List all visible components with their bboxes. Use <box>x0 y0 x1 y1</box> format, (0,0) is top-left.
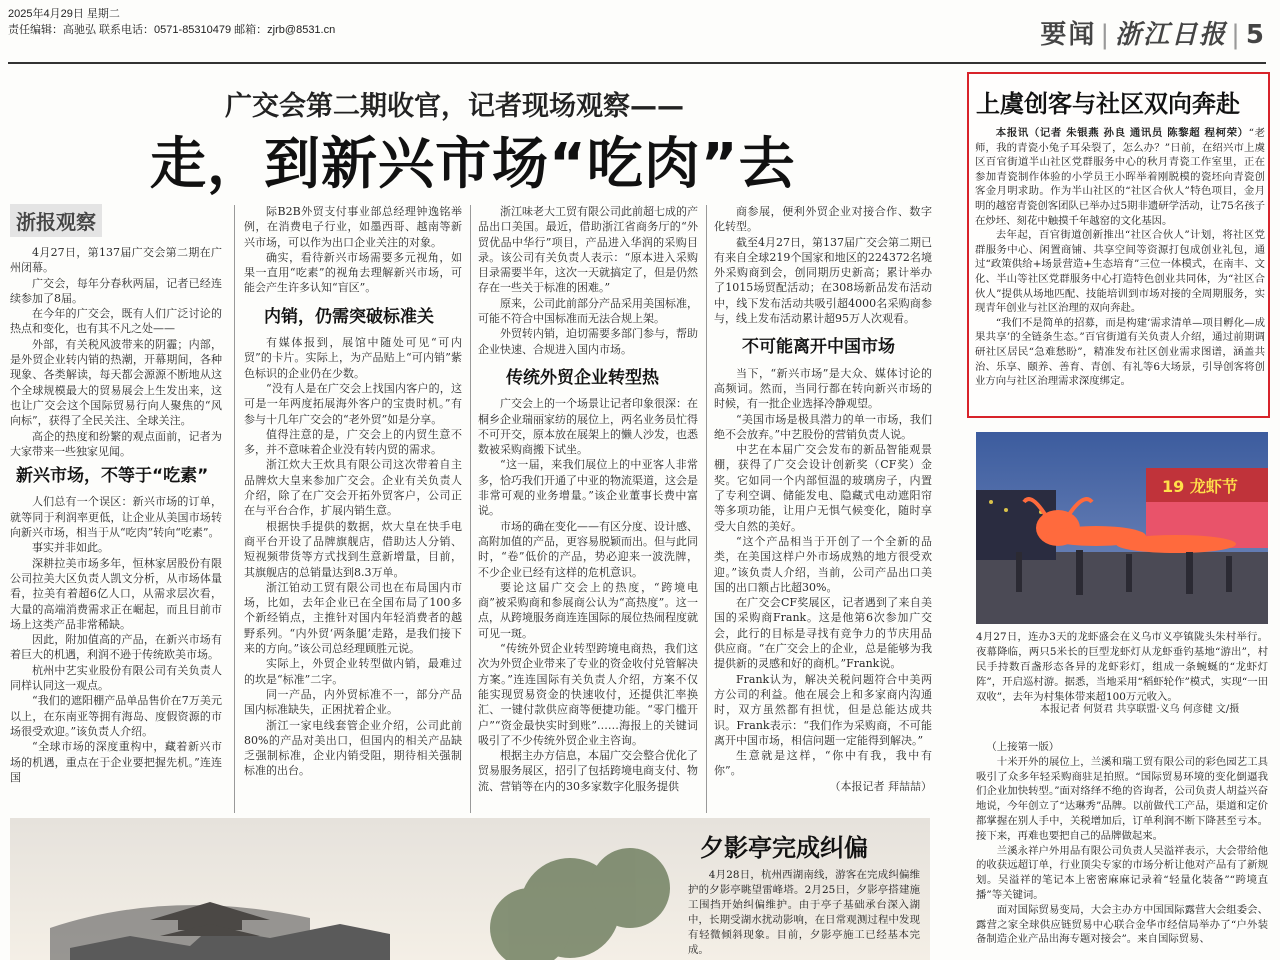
paragraph: 原来，公司此前部分产品采用美国标准，可能不符合中国标准而无法合规上架。 <box>478 296 698 326</box>
boxed-article-body <box>975 126 1265 389</box>
subheading-domestic-sales: 内销，仍需突破标准关 <box>264 306 434 327</box>
continued-marker: （上接第一版） <box>986 741 1060 753</box>
boxed-paragraph: 去年起，百官街道创新推出“社区合伙人”计划，将社区党群服务中心、闲置商铺、共享空间等资源打包成创业礼包，通过“政策供给+场景营造+生态培育”三位一体模式，在南丰、文化、半山等社区党群服务中心打造特色创业共同体，为“社区合伙人”提供从场地匹配、技能培训到市场对接的全周期服务，实现青年创业与社区治理的双向奔赴。 <box>975 229 1265 315</box>
paragraph: 浙江味老大工贸有限公司此前超七成的产品出口美国。最近，借助浙江省商务厅的“外贸优品中华行”项目，产品进入华润的采购目录。该公司有关负责人表示：“原本进入采购目录需要半年，这次一天就搞定了，但是仍然存在一些关于标准的困难。” <box>478 205 698 295</box>
paragraph: 广交会上的一个场景让记者印象很深：在桐乡企业瑞丽家纺的展位上，两名业务员忙得不可开交，原本放在展架上的懒人沙发，也悉数被采购商搬下试坐。 <box>478 397 698 457</box>
continued-paragraph: 面对国际贸易变局，大会主办方中国国际露营大会组委会、露营之家全球供应链贸易中心联合金华市经信局举办了“户外装备制造企业产品出海专题对接会”。来自国际贸易、 <box>976 903 1268 946</box>
paragraph: 事实并非如此。 <box>32 541 109 555</box>
paragraph: 外部，有关税风波带来的阴霾；内部，是外贸企业转内销的热潮，开幕期间，各种现象、各类解读，每天都会源源不断地从这个全球规模最大的贸易展会上生发出来，这也让广交会这个国际贸易行向人聚焦的“风向标”，获得了全民关注、全球关注。 <box>10 337 222 428</box>
bottom-story-text <box>688 868 920 958</box>
subheading-transformation: 传统外贸企业转型热 <box>506 367 659 388</box>
paragraph: 在广交会CF奖展区，记者遇到了来自美国的采购商Frank。这是他第6次参加广交会，此行的目标是寻找有竞争力的节庆用品供应商。“在广交会上的企业，总是能够为我提供新的灵感和好的商机。”Frank说。 <box>714 596 932 671</box>
paragraph: 有媒体报到，展馆中随处可见“可内贸”的卡片。实际上，为产品贴上“可内销”紫色标识的企业仍在少数。 <box>244 336 462 380</box>
paragraph: 浙江炊大王炊具有限公司这次带着自主品牌炊大皇来参加广交会。企业有关负责人介绍，除了在广交会开拓外贸客户，公司正在与平台合作，扩展内销生意。 <box>244 458 462 518</box>
paragraph: 截至4月27日，第137届广交会第二期已有来自全球219个国家和地区的224372名境外采购商到会，创同期历史新高；累计举办了1015场贸配活动；在308场新品发布活动中，线下发布活动共吸引超4000名采购商参与，线上发布活动累计超95万人次观看。 <box>714 235 932 326</box>
date-line: 2025年4月29日 星期二 <box>8 8 120 20</box>
paragraph: 杭州中艺实业股份有限公司有关负责人同样认同这一观点。 <box>10 663 222 693</box>
article-column-2 <box>244 204 462 779</box>
boxed-article-byline: 本报讯（记者 朱银燕 孙良 通讯员 陈黎超 程柯荣） <box>995 127 1249 139</box>
paragraph: 根据快手提供的数据，炊大皇在快手电商平台开设了品牌旗舰店，借助达人分销、短视频带货等方式找到生意新增量，目前，其旗舰店的总销量达到8.3万单。 <box>244 519 462 579</box>
article-column-4 <box>714 204 932 794</box>
paragraph: “这个产品相当于开创了一个全新的品类，在美国这样户外市场成熟的地方很受欢迎。”该负责人介绍，当前，公司产品出口美国的出口额占比超30%。 <box>714 534 932 594</box>
masthead: 要闻 | 浙江日报 | 5 <box>1040 20 1266 50</box>
subheading-china-market: 不可能离开中国市场 <box>742 337 895 358</box>
article-column-3 <box>478 204 698 794</box>
paragraph: 中艺在本届广交会发布的新品智能观景棚，获得了广交会设计创新奖（CF奖）金奖。它如同一个内部恒温的玻璃房子，内置了专利空调、储能发电、隐藏式电动遮阳帘等多项功能，让用户无惧气候变化，随时享受大自然的美好。 <box>714 443 932 533</box>
continued-paragraph: 兰溪永祥户外用品有限公司负责人吴溢祥表示，大会带给他的收获远超订单，行业顶尖专家的市场分析让他对产品有了新规划。吴溢祥的笔记本上密密麻麻记录着“轻量化装备”“跨境直播”等关键词。 <box>976 844 1268 901</box>
article-signature: （本报记者 拜喆喆） <box>829 779 932 793</box>
column-tag: 浙报观察 <box>10 204 102 237</box>
paragraph: 在今年的广交会，既有人们广泛讨论的热点和变化，也有其不凡之处—— <box>10 307 222 336</box>
paragraph: 生意就是这样，“你中有我，我中有你”。 <box>714 749 932 778</box>
paper-name: 浙江日报 <box>1115 20 1228 50</box>
section-name: 要闻 <box>1040 20 1097 50</box>
paragraph: 际B2B外贸支付事业部总经理钟逸铭举例，在消费电子行业，如墨西哥、越南等新兴市场，可以作为出口企业关注的对象。 <box>244 205 462 249</box>
paragraph: 高企的热度和纷繁的观点面前，记者为大家带来一些独家见闻。 <box>10 429 222 458</box>
paragraph: “全球市场的深度重构中，藏着新兴市场的机遇，重点在于企业要把握先机。”连连国 <box>10 740 222 784</box>
paragraph: “美国市场是极具潜力的单一市场，我们绝不会放弃。”中艺股份的营销负责人说。 <box>714 412 932 441</box>
paragraph: 浙江铂动工贸有限公司也在布局国内市场，比如，去年企业已在全国布局了100多个新经销点，主推针对国内年轻消费者的越野系列。“内外贸‘两条腿’走路，是我们接下来的方向。”该公司总经理顾胜元说。 <box>244 580 462 656</box>
paragraph: 4月27日，第137届广交会第二期在广州闭幕。 <box>10 246 222 275</box>
paragraph: 浙江一家电线套管企业介绍，公司此前80%的产品对美出口，但国内的相关产品缺乏强制标准，企业内销受阻，期待相关强制标准的出台。 <box>244 718 462 778</box>
paragraph: 外贸转内销，迫切需要多部门参与，帮助企业快速、合规进入国内市场。 <box>478 327 698 356</box>
paragraph: 商参展，便利外贸企业对接合作、数字化转型。 <box>714 205 932 234</box>
paragraph: “没有人是在广交会上找国内客户的，这可是一年两度拓展海外客户的宝贵时机。”有参与十几年广交会的“老外贸”如是分享。 <box>244 381 462 426</box>
paragraph: Frank认为，解决关税问题符合中美两方公司的利益。他在展会上和多家商内沟通时，双方虽然都有担忧，但是总能达成共识。Frank表示：“我们作为采购商，不可能离开中国市场，相信问题一定能得到解决。” <box>714 672 932 747</box>
paragraph: 深耕拉美市场多年，恒林家居股份有限公司拉美大区负责人凯文分析，从市场体量看，拉美有着超6亿人口，从需求层次看，大量的高端消费需求正在崛起，而且目前市场上这类产品非常稀缺。 <box>10 556 222 631</box>
paragraph: 人们总有一个误区：新兴市场的订单，就等同于利润率更低，让企业从美国市场转向新兴市场，相当于从“吃肉”转向“吃素”。 <box>10 495 222 540</box>
paragraph: “这一届，来我们展位上的中亚客人非常多，恰巧我们开通了中亚的物流渠道，这会是非常可观的业务增量。”该企业董事长费中富说。 <box>478 458 698 518</box>
boxed-article-title: 上虞创客与社区双向奔赴 <box>976 90 1240 118</box>
paragraph: 实际上，外贸企业转型做内销，最难过的坎是“标准”二字。 <box>244 657 462 686</box>
paragraph: 同一产品，内外贸标准不一，部分产品国内标准缺失，正困扰着企业。 <box>244 687 462 717</box>
paragraph: 确实，看待新兴市场需要多元视角，如果一直用“吃素”的视角去理解新兴市场，可能会产生许多认知“盲区”。 <box>244 250 462 295</box>
continued-article <box>976 740 1268 947</box>
page-header-info <box>8 6 335 38</box>
paragraph: 因此，附加值高的产品，在新兴市场有着巨大的机遇，利润不逊于传统欧美市场。 <box>10 633 222 662</box>
continued-paragraph: 十米开外的展位上，兰溪和瑞工贸有限公司的彩色园艺工具吸引了众多年轻采购商驻足拍照。“国际贸易环境的变化倒逼我们企业加快转型。”面对络绎不绝的咨询者，公司负责人胡益兴奋地说，今年创立了“达琳秀”品牌。以前做代工产品，渠道和定价都掌握在别人手中，关税增加后，订单利润不断下降甚至亏本。接下来，再难也要把自己的品牌做起来。 <box>976 755 1268 842</box>
main-headline: 走，到新兴市场“吃肉”去 <box>150 132 796 197</box>
paragraph: 要论这届广交会上的热度，“跨境电商”被采购商和参展商公认为“高热度”。这一点，从跨境服务商连连国际的展位热闹程度就可见一斑。 <box>478 580 698 640</box>
header-rule <box>8 62 1266 64</box>
paragraph: 当下，“新兴市场”是大众、媒体讨论的高频词。然而，当同行都在转向新兴市场的时候，有一批企业选择冷静观望。 <box>714 366 932 411</box>
paragraph: “我们的遮阳棚产品单品售价在7万美元以上，在东南亚等拥有海岛、度假资源的市场很受欢迎。”该负责人介绍。 <box>10 694 222 738</box>
page-number: 5 <box>1245 20 1266 50</box>
boxed-paragraph: “我们不是简单的招募，而是构建‘需求清单—项目孵化—成果共享’的全链条生态。”百官街道有关负责人介绍，通过前期调研社区居民“急难愁盼”，精准发布社区创业需求图谱，涵盖共治、乐享、颐养、善育、青创、有礼等6大场景，引导创客将创业方向与社区治理需求深度绑定。 <box>975 316 1265 388</box>
headline-kicker: 广交会第二期收官，记者现场观察—— <box>225 91 684 122</box>
editor-line: 责任编辑：高驰弘 联系电话：0571-85310479 邮箱：zjrb@8531.cn <box>8 24 336 36</box>
paragraph: 广交会，每年分春秋两届，记者已经连续参加了8届。 <box>10 276 222 305</box>
article-column-1 <box>10 245 222 785</box>
festival-banner-text: 19 龙虾节 <box>1162 477 1238 496</box>
subheading-emerging-markets: 新兴市场，不等于“吃素” <box>16 466 209 487</box>
paragraph: “传统外贸企业转型跨境电商热，我们这次为外贸企业带来了专业的资金收付兑管解决方案。”连连国际有关负责人介绍，方案不仅能实现贸易资金的快速收付，还提供汇率换汇、一键付款供应商等便捷功能。“零门槛开户”“资金最快实时到账”……海报上的关键词吸引了不少传统外贸企业主咨询。 <box>478 642 698 747</box>
photo-caption: 4月27日，连办3天的龙虾盛会在义乌市义亭镇陇头朱村举行。夜幕降临，两只5米长的巨型龙虾灯从龙虾垂钓基地“游出”，村民手持数百盏形态各异的龙虾彩灯，组成一条蜿蜒的“龙虾灯阵”，开启巡村游。据悉，当地采用“稻虾轮作”模式，实现“一田双收”，去年为村集体带来超100万元收入。 <box>976 631 1268 703</box>
photo-credit: 本报记者 何贤君 共享联盟·义乌 何彦健 文/摄 <box>1040 704 1240 715</box>
paragraph: 市场的确在变化——有区分度、设计感、高附加值的产品，更容易脱颖而出。但与此同时，“卷”低价的产品，势必迎来一波洗牌，不少企业已经有这样的危机意识。 <box>478 519 698 579</box>
bottom-story-title: 夕影亭完成纠偏 <box>700 834 868 862</box>
paragraph: 值得注意的是，广交会上的内贸生意不多，并不意味着企业没有转内贸的需求。 <box>244 427 462 457</box>
bottom-paragraph: 4月28日，杭州西湖南线，游客在完成纠偏维护的夕影亭眺望雷峰塔。2月25日，夕影亭搭建施工围挡开始纠偏维护。由于亭子基础承台深入湖中，长期受湖水扰动影响，在日常观测过程中发现有轻微倾斜现象。目前，夕影亭施工已经基本完成。 <box>688 869 920 956</box>
paragraph: 根据主办方信息，本届广交会整合优化了贸易服务展区，招引了包括跨境电商支付、物流、营销等在内的30多家数字化服务提供 <box>478 749 698 793</box>
boxed-paragraph: “老师，我的青瓷小兔子耳朵裂了，怎么办？”日前，在绍兴市上虞区百官街道半山社区党群服务中心的秋月青瓷工作室里，正在参加青瓷制作体验的小学员王小晖举着刚脱模的瓷坯向青瓷创客金月明求助。作为半山社区的“社区合伙人”特色项目，金月明的越窑青瓷创客团队已举办过5期非遗研学活动，让75名孩子在炒坯、刻花中触摸千年越窑的文化基因。 <box>975 127 1265 227</box>
lobster-festival-photo <box>976 432 1268 624</box>
